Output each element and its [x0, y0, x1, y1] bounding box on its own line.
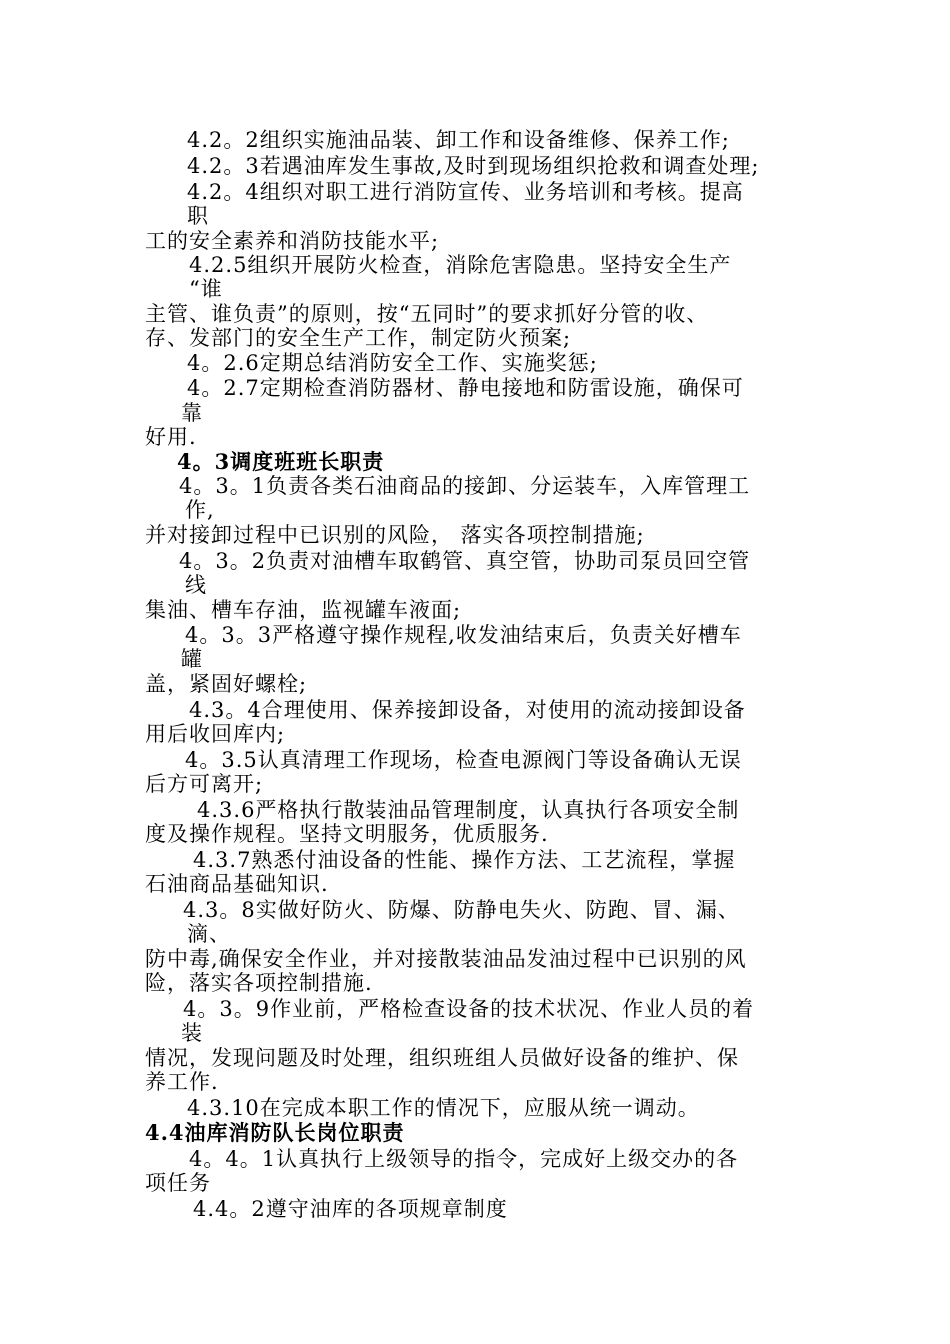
- text-line-4-3-9-cont-1: 情况，发现问题及时处理，组织班组人员做好设备的维护、保: [145, 1046, 739, 1070]
- text-line-4-2-7-wrap: 靠: [181, 401, 203, 425]
- text-line-4-3-6-cont: 度及操作规程。坚持文明服务，优质服务.: [145, 822, 549, 846]
- text-line-4-4-1: 4。4。1认真执行上级领导的指令，完成好上级交办的各: [189, 1147, 739, 1171]
- text-line-4-3-3-wrap: 罐: [181, 647, 203, 671]
- text-line-4-3-2: 4。3。2负责对油槽车取鹤管、真空管，协助司泵员回空管: [179, 549, 751, 573]
- text-line-4-2-2: 4.2。2组织实施油品装、卸工作和设备维修、保养工作;: [187, 128, 730, 152]
- text-line-4-2-5-cont-1: 主管、谁负责”的原则，按“五同时”的要求抓好分管的收、: [145, 302, 709, 326]
- text-line-4-3-4-cont: 用后收回库内;: [145, 722, 286, 746]
- text-line-4-2-7: 4。2.7定期检查消防器材、静电接地和防雷设施，确保可: [187, 376, 744, 400]
- text-line-4-2-5-cont-2: 存、发部门的安全生产工作，制定防火预案;: [145, 326, 572, 350]
- text-line-4-3-8: 4.3。8实做好防火、防爆、防静电失火、防跑、冒、漏、: [183, 898, 740, 922]
- text-line-4-3-2-wrap: 线: [185, 573, 207, 597]
- text-line-4-3-5-cont: 后方可离开;: [145, 772, 264, 796]
- text-line-4-3-9: 4。3。9作业前，严格检查设备的技术状况、作业人员的着: [183, 997, 755, 1021]
- text-line-4-3-3: 4。3。3严格遵守操作规程,收发油结束后，负责关好槽车: [185, 623, 742, 647]
- text-line-4-3-3-cont: 盖，紧固好螺栓;: [145, 672, 308, 696]
- text-line-4-3-8-cont-1: 防中毒,确保安全作业，并对接散装油品发油过程中已识别的风: [145, 947, 747, 971]
- text-line-4-3-9-wrap: 装: [181, 1021, 203, 1045]
- text-line-4-3-7: 4.3.7熟悉付油设备的性能、操作方法、工艺流程，掌握: [193, 848, 736, 872]
- text-line-4-4-2: 4.4。2遵守油库的各项规章制度: [193, 1197, 508, 1221]
- text-line-4-3-6: 4.3.6严格执行散装油品管理制度，认真执行各项安全制: [197, 798, 740, 822]
- text-line-4-3-4: 4.3。4合理使用、保养接卸设备，对使用的流动接卸设备: [189, 698, 746, 722]
- text-line-4-2-5: 4.2.5组织开展防火检查，消除危害隐患。坚持安全生产: [189, 253, 732, 277]
- text-line-4-2-4: 4.2。4组织对职工进行消防宣传、业务培训和考核。提高: [187, 180, 744, 204]
- text-line-4-3-10: 4.3.10在完成本职工作的情况下，应服从统一调动。: [187, 1096, 700, 1120]
- text-line-4-2-7-cont: 好用.: [145, 425, 197, 449]
- text-line-4-3-2-cont: 集油、槽车存油，监视罐车液面;: [145, 598, 462, 622]
- text-line-4-3-1-cont: 并对接卸过程中已识别的风险， 落实各项控制措施;: [145, 523, 645, 547]
- text-line-4-3-7-cont: 石油商品基础知识.: [145, 872, 329, 896]
- text-line-4-2-5-wrap: “谁: [189, 277, 223, 301]
- text-line-4-2-4-wrap: 职: [187, 204, 209, 228]
- text-line-4-4-1-cont: 项任务: [145, 1171, 211, 1195]
- text-line-4-3-8-cont-2: 险，落实各项控制措施.: [145, 971, 373, 995]
- text-line-4-3-1-wrap: 作,: [185, 498, 215, 522]
- text-line-4-2-6: 4。2.6定期总结消防安全工作、实施奖惩;: [187, 351, 598, 375]
- text-line-4-3-1: 4。3。1负责各类石油商品的接卸、分运装车，入库管理工: [179, 474, 751, 498]
- text-line-4-3-5: 4。3.5认真清理工作现场，检查电源阀门等设备确认无误: [185, 748, 742, 772]
- text-line-4-3-9-cont-2: 养工作.: [145, 1070, 219, 1094]
- text-line-4-2-3: 4.2。3若遇油库发生事故,及时到现场组织抢救和调查处理;: [187, 154, 760, 178]
- section-heading-4-4: 4.4油库消防队长岗位职责: [145, 1120, 405, 1145]
- text-line-4-3-8-wrap: 滴、: [187, 922, 231, 946]
- text-line-4-2-4-cont: 工的安全素养和消防技能水平;: [145, 229, 440, 253]
- section-heading-4-3: 4。3调度班班长职责: [177, 449, 385, 474]
